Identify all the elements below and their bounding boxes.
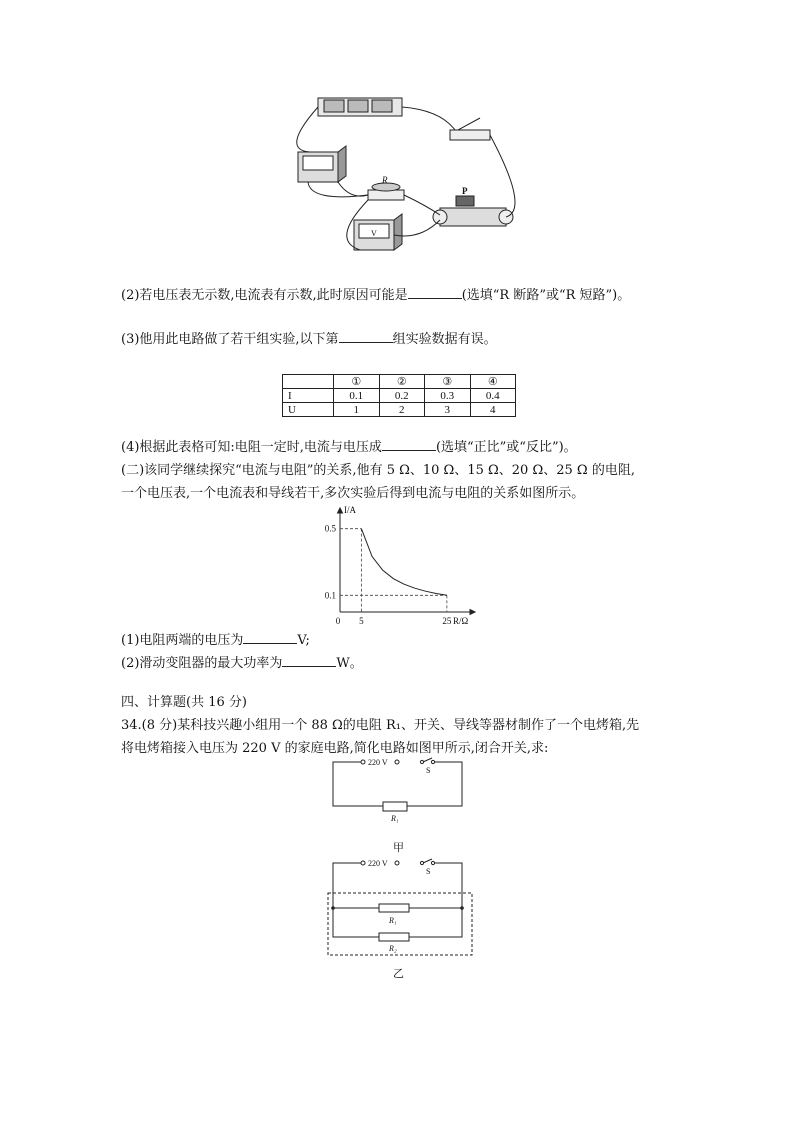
table-header-cell: ①	[334, 375, 380, 389]
dashed-box	[328, 893, 472, 955]
rheostat-device	[433, 196, 513, 226]
slider-label: P	[462, 186, 468, 196]
sub-question-1-unit: V;	[297, 633, 310, 648]
x-axis-label: R/Ω	[453, 616, 469, 626]
resistor-1-label: R₁	[389, 916, 397, 925]
resistor-r2	[379, 933, 409, 941]
x-tick-label: 25	[442, 616, 452, 626]
y-axis-label: I/A	[344, 505, 356, 515]
voltage-label: 220 V	[368, 859, 388, 868]
sub-question-1-text: (1)电阻两端的电压为	[121, 633, 244, 648]
x-tick-label: 5	[359, 616, 364, 626]
part-2-line-1: (二)该同学继续探究“电流与电阻”的关系,他有 5 Ω、10 Ω、15 Ω、20 Ω、25 Ω 的电阻,	[121, 463, 635, 478]
resistor-r1	[379, 904, 409, 912]
table-cell: U	[283, 403, 334, 417]
experiment-circuit-figure	[290, 90, 520, 275]
table-cell: 2	[379, 403, 425, 417]
table-header-cell	[283, 375, 334, 389]
answer-blank[interactable]	[339, 330, 393, 343]
y-tick-label: 0.1	[324, 590, 336, 601]
question-34-line-1: 34.(8 分)某科技兴趣小组用一个 88 Ω的电阻 R₁、开关、导线等器材制作了一个电烤箱,先	[121, 718, 640, 733]
answer-blank[interactable]	[243, 631, 297, 644]
figure-caption: 乙	[393, 968, 404, 980]
origin-label: 0	[335, 616, 341, 626]
question-34-line-2: 将电烤箱接入电压为 220 V 的家庭电路,简化电路如图甲所示,闭合开关,求:	[121, 741, 549, 756]
circuit-diagram-jia	[325, 757, 475, 857]
question-4-hint: (选填“正比”或“反比”)。	[435, 440, 577, 455]
x-axis-arrow	[470, 610, 475, 615]
voltmeter-device	[354, 214, 402, 250]
question-2	[121, 286, 630, 306]
table-row	[283, 389, 516, 403]
question-3	[121, 330, 497, 350]
question-2-hint: (选填“R 断路”或“R 短路”)。	[461, 288, 631, 303]
question-3-hint: 组实验数据有误。	[392, 332, 497, 347]
table-cell: 3	[425, 403, 471, 417]
question-3-text: (3)他用此电路做了若干组实验,以下第	[121, 332, 339, 347]
table-cell: 0.3	[425, 389, 471, 403]
table-header-cell: ④	[470, 375, 516, 389]
table-header-cell: ②	[379, 375, 425, 389]
table-cell: 4	[470, 403, 516, 417]
section-heading: 四、计算题(共 16 分)	[121, 695, 247, 710]
answer-blank[interactable]	[408, 286, 462, 299]
table-cell: 1	[334, 403, 380, 417]
voltage-label: 220 V	[368, 758, 388, 767]
current-resistance-chart	[318, 505, 480, 630]
resistor-label: R₁	[391, 814, 399, 823]
switch-device	[450, 118, 490, 140]
data-table	[282, 374, 516, 417]
question-4	[121, 438, 577, 458]
table-cell: I	[283, 389, 334, 403]
question-4-text: (4)根据此表格可知:电阻一定时,电流与电压成	[121, 440, 382, 455]
table-row	[283, 403, 516, 417]
question-2-text: (2)若电压表无示数,电流表有示数,此时原因可能是	[121, 288, 408, 303]
resistor-2-label: R₂	[389, 944, 397, 953]
table-cell: 0.2	[379, 389, 425, 403]
resistor-label: R	[382, 175, 388, 185]
resistor-device	[368, 183, 404, 200]
table-header-cell: ③	[425, 375, 471, 389]
voltmeter-label: V	[371, 229, 377, 238]
circuit-diagram-yi	[325, 857, 475, 982]
sub-question-2-text: (2)滑动变阻器的最大功率为	[121, 656, 283, 671]
figure-caption: 甲	[393, 842, 404, 854]
battery-pack	[318, 98, 402, 116]
table-cell: 0.4	[470, 389, 516, 403]
table-header-row	[283, 375, 516, 389]
answer-blank[interactable]	[382, 438, 436, 451]
sub-question-2-unit: W。	[336, 656, 363, 671]
data-curve	[361, 529, 447, 596]
table-cell: 0.1	[334, 389, 380, 403]
sub-question-1	[121, 631, 310, 651]
y-axis-arrow	[338, 508, 343, 513]
answer-blank[interactable]	[282, 654, 336, 667]
resistor-r1	[383, 802, 407, 811]
switch-label: S	[426, 766, 431, 775]
part-2-line-2: 一个电压表,一个电流表和导线若干,多次实验后得到电流与电阻的关系如图所示。	[121, 486, 585, 501]
y-tick-label: 0.5	[324, 523, 336, 534]
sub-question-2	[121, 654, 363, 674]
switch-label: S	[426, 867, 431, 876]
